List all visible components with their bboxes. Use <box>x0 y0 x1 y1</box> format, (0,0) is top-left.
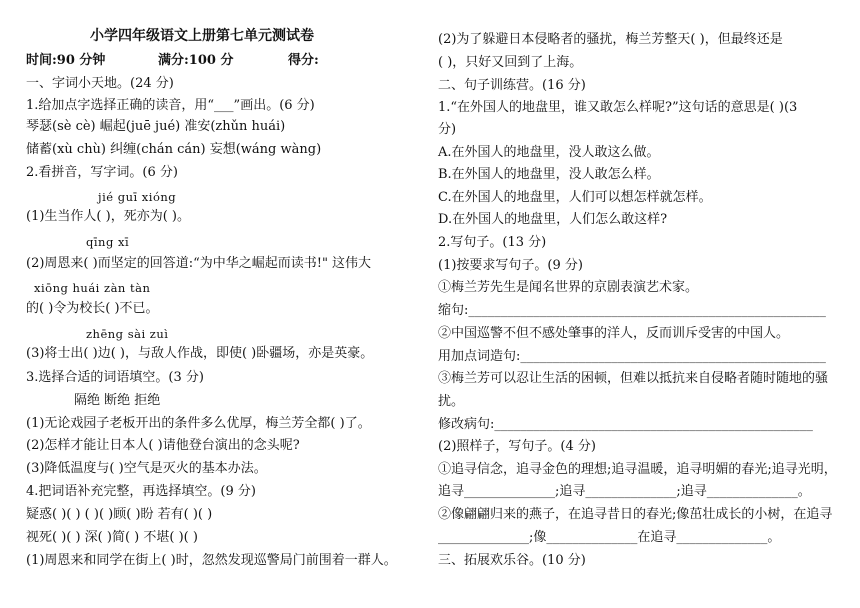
q4-sentence-2-b: ( )，只好又回到了上海。 <box>438 55 583 70</box>
q2-sentence-4: (3)将士出( )边( )，与敌人作战，即使( )卧疆场，亦是英豪。 <box>26 346 374 361</box>
q1-row-1: 琴瑟(sè cè) 崛起(juē jué) 准安(zhǔn huái) <box>26 119 286 134</box>
q3-sentence-1: (1)无论戏园子老板开出的条件多么优厚，梅兰芳全都( )了。 <box>26 416 371 431</box>
r2-2-example-a-a: ①追寻信念，追寻金色的理想;追寻温暖，追寻明媚的春光;追寻光明， <box>438 462 837 477</box>
r2-heading: 2.写句子。(13 分) <box>438 235 547 250</box>
q2-sentence-2: (2)周恩来( )而坚定的回答道:“为中华之崛起而读书!" 这伟大 <box>26 256 372 271</box>
q4-sentence-2-a: (2)为了躲避日本侵略者的骚扰，梅兰芳整天( )，但最终还是 <box>438 32 783 47</box>
r2-1-sentence-c-a: ③梅兰芳可以忍让生活的困顿，但难以抵抗来自侵略者随时随地的骚 <box>438 371 829 386</box>
r1-option-c: C.在外国人的地盘里，人们可以想怎样就怎样。 <box>438 190 712 205</box>
q3-word-options: 隔绝 断绝 拒绝 <box>74 393 161 408</box>
section-2-heading: 二、句子训练营。(16 分) <box>438 78 586 93</box>
r1-option-d: D.在外国人的地盘里，人们怎么敢这样? <box>438 212 668 227</box>
section-3-heading: 三、拓展欢乐谷。(10 分) <box>438 553 586 568</box>
q3-heading: 3.选择合适的词语填空。(3 分) <box>26 370 204 385</box>
q2-sentence-3: 的( )令为校长( )不已。 <box>26 301 159 316</box>
r2-1-sentence-a: ①梅兰芳先生是闻名世界的京剧表演艺术家。 <box>438 280 699 295</box>
r1-question-a: 1.“在外国人的地盘里，谁又敢怎么样呢?”这句话的意思是( )(3 <box>438 100 798 115</box>
r2-1-sentence-b: ②中国巡警不但不感处肇事的洋人，反而训斥受害的中国人。 <box>438 326 790 341</box>
r2-1-answer-a: 缩句:_______________________________________________________ <box>438 303 826 318</box>
q4-row-2: 视死( )( ) 深( )简( ) 不堪( )( ) <box>26 530 198 545</box>
q3-sentence-3: (3)降低温度与( )空气是灭火的基本办法。 <box>26 461 267 476</box>
r2-1-heading: (1)按要求写句子。(9 分) <box>438 258 583 273</box>
q2-sentence-1: (1)生当作人( )，死亦为( )。 <box>26 209 190 224</box>
exam-total-score: 满分:100 分 <box>158 53 234 68</box>
q2-pinyin-1: jié guī xióng <box>98 190 177 204</box>
section-1-heading: 一、字词小天地。(24 分) <box>26 76 174 91</box>
r2-2-example-b-a: ②像翩翩归来的燕子，在追寻昔日的春光;像茁壮成长的小树，在追寻 <box>438 507 833 522</box>
q2-pinyin-4: zhēng sài zuì <box>86 327 169 341</box>
r2-2-heading: (2)照样子，写句子。(4 分) <box>438 439 596 454</box>
r2-1-answer-b: 用加点词造句:_______________________________________________ <box>438 349 826 364</box>
q1-row-2: 储蓄(xù chù) 纠缠(chán cán) 妄想(wáng wàng) <box>26 142 322 157</box>
page-title: 小学四年级语文上册第七单元测试卷 <box>90 28 314 44</box>
r2-2-example-b-b: ______________;像______________在追寻______________。 <box>438 530 781 545</box>
q2-heading: 2.看拼音，写字词。(6 分) <box>26 165 178 180</box>
exam-score-got: 得分: <box>288 53 319 68</box>
q2-pinyin-2: qīng xī <box>86 235 130 249</box>
q1-heading: 1.给加点字选择正确的读音，用“___”画出。(6 分) <box>26 98 315 113</box>
q3-sentence-2: (2)怎样才能让日本人( )请他登台演出的念头呢? <box>26 438 300 453</box>
q4-row-1: 疑惑( )( ) ( )( )顾( )盼 若有( )( ) <box>26 507 213 522</box>
r1-option-a: A.在外国人的地盘里，没人敢这么做。 <box>438 145 660 160</box>
r2-1-sentence-c-b: 扰。 <box>438 394 465 409</box>
q4-sentence-1: (1)周恩来和同学在街上( )时，忽然发现巡警局门前围着一群人。 <box>26 553 397 568</box>
r2-2-example-a-b: 追寻______________;追寻______________;追寻______________。 <box>438 484 811 499</box>
r1-option-b: B.在外国人的地盘里，没人敢怎么样。 <box>438 167 660 182</box>
q4-heading: 4.把词语补充完整，再选择填空。(9 分) <box>26 484 256 499</box>
exam-time: 时间:90 分钟 <box>26 53 106 68</box>
q2-pinyin-3: xiōng huái zàn tàn <box>34 281 151 295</box>
r2-1-answer-c: 修改病句:_________________________________________________ <box>438 417 813 432</box>
r1-question-b: 分) <box>438 122 457 137</box>
